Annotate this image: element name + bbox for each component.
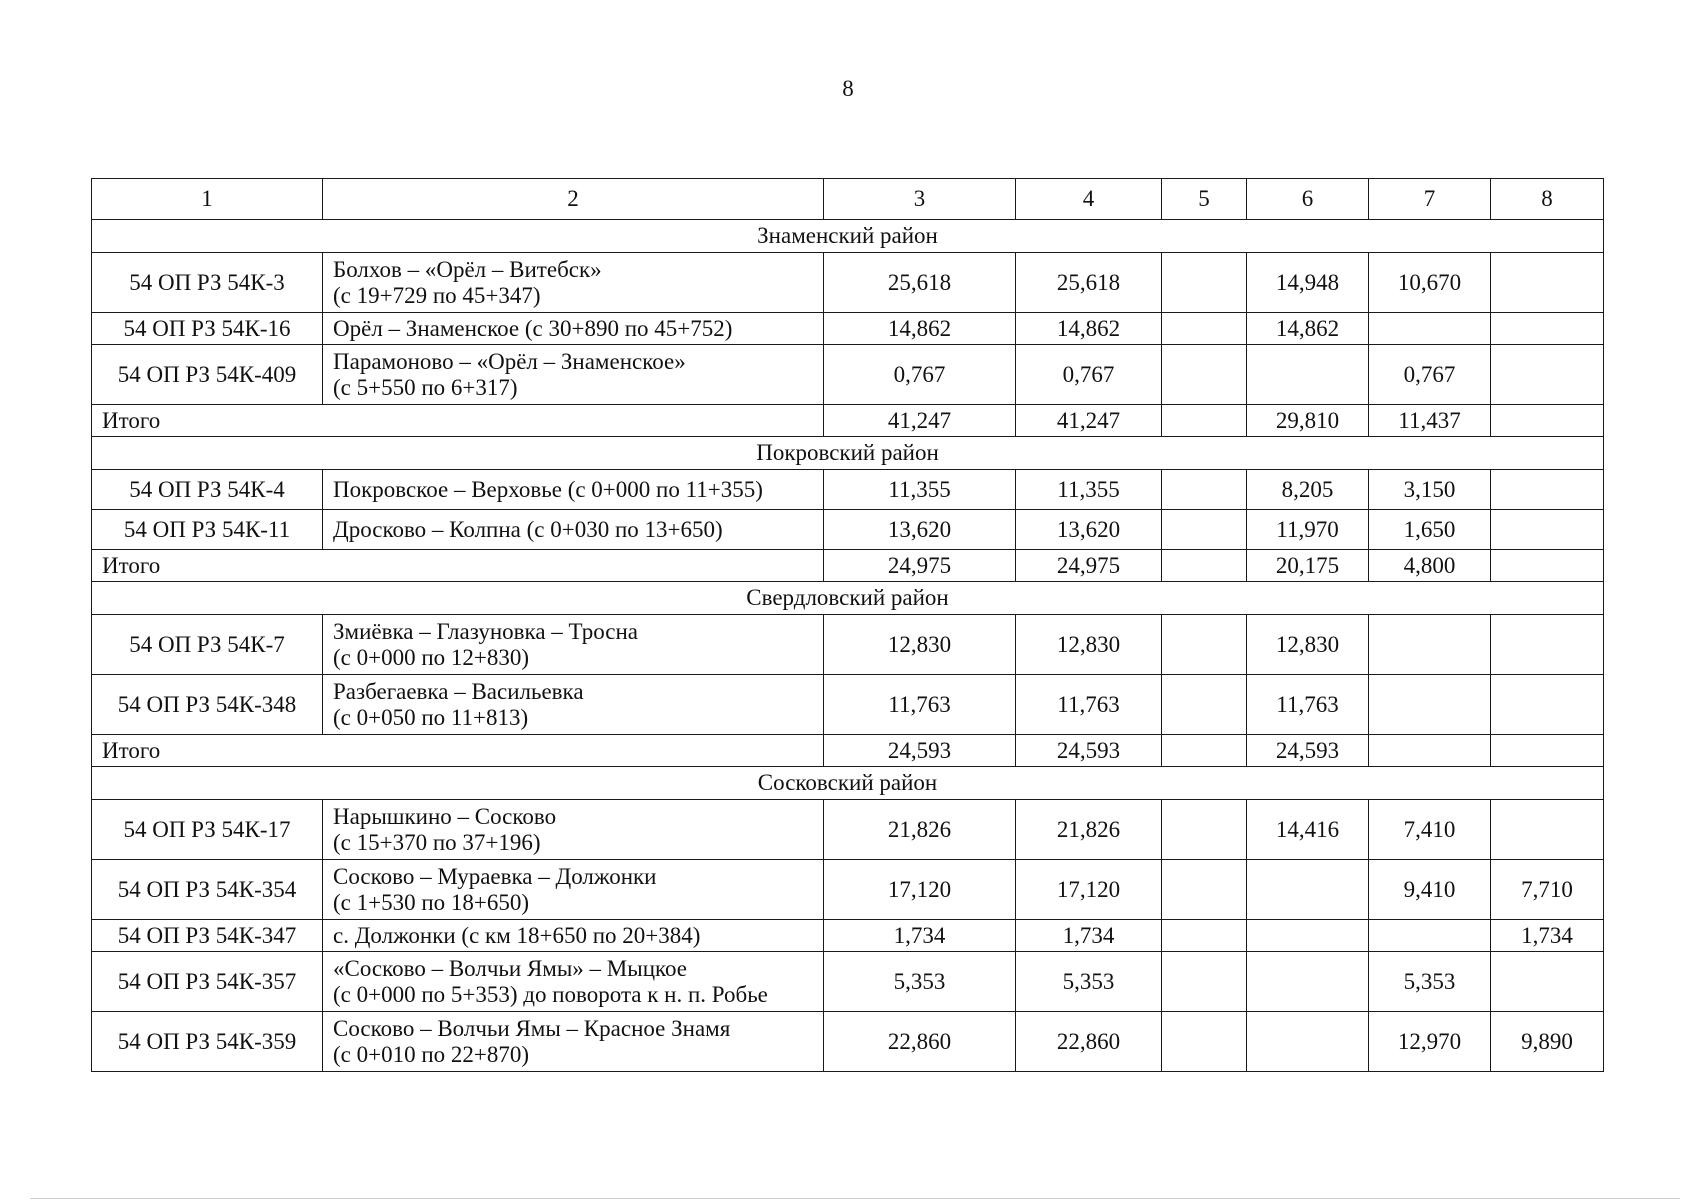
road-section-line: (с 0+050 по 11+813) <box>333 704 529 730</box>
total-row <box>92 550 1604 582</box>
value-cell: 11,970 <box>1247 510 1369 550</box>
value-cell: 5,353 <box>824 952 1016 1012</box>
total-value-cell: 24,975 <box>824 550 1016 582</box>
value-cell: 12,970 <box>1369 1012 1491 1072</box>
total-value-cell: 24,593 <box>1016 735 1162 767</box>
road-name-line: Парамоново – «Орёл – Знаменское» <box>333 348 686 374</box>
value-cell <box>1369 920 1491 952</box>
value-cell: 14,862 <box>1247 313 1369 345</box>
total-value-cell: 24,593 <box>1247 735 1369 767</box>
road-code-cell: 54 ОП РЗ 54К-17 <box>92 800 323 860</box>
value-cell <box>1491 675 1604 735</box>
value-cell <box>1162 1012 1247 1072</box>
road-name-line: Дросково – Колпна (с 0+030 по 13+650) <box>333 516 723 542</box>
value-cell: 22,860 <box>824 1012 1016 1072</box>
table-row <box>92 860 1604 920</box>
value-cell: 9,410 <box>1369 860 1491 920</box>
road-section-line: (с 0+010 по 22+870) <box>333 1041 530 1067</box>
value-cell <box>1162 615 1247 675</box>
road-code-cell: 54 ОП РЗ 54К-3 <box>92 253 323 313</box>
value-cell <box>1491 952 1604 1012</box>
value-cell: 25,618 <box>1016 253 1162 313</box>
value-cell <box>1369 313 1491 345</box>
value-cell: 11,355 <box>824 470 1016 510</box>
table-row <box>92 800 1604 860</box>
district-heading: Знаменский район <box>92 220 1604 253</box>
road-name-cell <box>323 952 824 1012</box>
value-cell <box>1162 253 1247 313</box>
road-name-cell <box>323 800 824 860</box>
district-row <box>92 767 1604 800</box>
road-code-cell: 54 ОП РЗ 54К-359 <box>92 1012 323 1072</box>
roads-table <box>91 178 1604 1072</box>
value-cell: 7,710 <box>1491 860 1604 920</box>
column-header: 2 <box>323 179 824 220</box>
value-cell: 14,416 <box>1247 800 1369 860</box>
value-cell: 10,670 <box>1369 253 1491 313</box>
road-code-cell: 54 ОП РЗ 54К-409 <box>92 345 323 405</box>
road-code-cell: 54 ОП РЗ 54К-354 <box>92 860 323 920</box>
value-cell: 17,120 <box>1016 860 1162 920</box>
road-code-cell: 54 ОП РЗ 54К-347 <box>92 920 323 952</box>
road-name-cell <box>323 675 824 735</box>
road-name-cell <box>323 510 824 550</box>
value-cell: 11,355 <box>1016 470 1162 510</box>
road-name-line: Сосково – Волчьи Ямы – Красное Знамя <box>333 1015 731 1041</box>
value-cell: 14,948 <box>1247 253 1369 313</box>
district-row <box>92 220 1604 253</box>
value-cell: 11,763 <box>1247 675 1369 735</box>
value-cell: 1,650 <box>1369 510 1491 550</box>
value-cell <box>1162 952 1247 1012</box>
road-name-cell <box>323 920 824 952</box>
column-header: 5 <box>1162 179 1247 220</box>
value-cell: 13,620 <box>1016 510 1162 550</box>
value-cell <box>1162 313 1247 345</box>
total-label: Итого <box>92 405 824 437</box>
total-row <box>92 405 1604 437</box>
value-cell: 0,767 <box>1016 345 1162 405</box>
value-cell: 1,734 <box>1491 920 1604 952</box>
total-value-cell: 41,247 <box>824 405 1016 437</box>
column-header: 6 <box>1247 179 1369 220</box>
value-cell: 0,767 <box>824 345 1016 405</box>
total-value-cell <box>1162 735 1247 767</box>
road-code-cell: 54 ОП РЗ 54К-11 <box>92 510 323 550</box>
value-cell <box>1491 313 1604 345</box>
value-cell <box>1491 510 1604 550</box>
road-name-cell <box>323 345 824 405</box>
road-code-cell: 54 ОП РЗ 54К-348 <box>92 675 323 735</box>
district-heading: Свердловский район <box>92 582 1604 615</box>
road-name-line: Змиёвка – Глазуновка – Тросна <box>333 618 639 644</box>
value-cell <box>1491 253 1604 313</box>
road-name-line: Орёл – Знаменское (с 30+890 по 45+752) <box>333 315 733 341</box>
district-heading: Покровский район <box>92 437 1604 470</box>
total-value-cell <box>1491 735 1604 767</box>
value-cell: 21,826 <box>824 800 1016 860</box>
district-heading: Сосковский район <box>92 767 1604 800</box>
bottom-rule <box>30 1198 1680 1199</box>
value-cell: 5,353 <box>1016 952 1162 1012</box>
value-cell <box>1162 510 1247 550</box>
road-code-cell: 54 ОП РЗ 54К-357 <box>92 952 323 1012</box>
value-cell: 5,353 <box>1369 952 1491 1012</box>
total-value-cell: 29,810 <box>1247 405 1369 437</box>
road-name-line: Болхов – «Орёл – Витебск» <box>333 256 602 282</box>
table-row <box>92 615 1604 675</box>
value-cell: 9,890 <box>1491 1012 1604 1072</box>
total-value-cell: 24,593 <box>824 735 1016 767</box>
table-row <box>92 510 1604 550</box>
road-name-cell <box>323 860 824 920</box>
road-section-line: (с 15+370 по 37+196) <box>333 829 541 855</box>
value-cell <box>1247 952 1369 1012</box>
value-cell: 14,862 <box>1016 313 1162 345</box>
value-cell: 12,830 <box>1247 615 1369 675</box>
road-code-cell: 54 ОП РЗ 54К-16 <box>92 313 323 345</box>
road-name-line: Нарышкино – Сосково <box>333 803 557 829</box>
table-row <box>92 952 1604 1012</box>
value-cell <box>1162 920 1247 952</box>
road-name-cell <box>323 313 824 345</box>
value-cell <box>1247 1012 1369 1072</box>
table-row <box>92 1012 1604 1072</box>
value-cell: 25,618 <box>824 253 1016 313</box>
road-name-line: «Сосково – Волчьи Ямы» – Мыцкое <box>333 955 688 981</box>
road-name-line: с. Должонки (с км 18+650 по 20+384) <box>333 922 701 948</box>
road-section-line: (с 5+550 по 6+317) <box>333 374 518 400</box>
page-number: 8 <box>842 76 854 101</box>
table-row <box>92 675 1604 735</box>
column-header: 8 <box>1491 179 1604 220</box>
header-row <box>92 179 1604 220</box>
road-name-cell <box>323 253 824 313</box>
road-name-cell <box>323 470 824 510</box>
table-row <box>92 345 1604 405</box>
road-name-line: Разбегаевка – Васильевка <box>333 678 584 704</box>
total-value-cell <box>1162 405 1247 437</box>
value-cell <box>1247 345 1369 405</box>
value-cell <box>1162 345 1247 405</box>
value-cell <box>1369 615 1491 675</box>
value-cell <box>1162 860 1247 920</box>
value-cell <box>1491 470 1604 510</box>
table-row <box>92 253 1604 313</box>
value-cell <box>1162 800 1247 860</box>
value-cell: 1,734 <box>824 920 1016 952</box>
value-cell <box>1491 615 1604 675</box>
total-value-cell: 24,975 <box>1016 550 1162 582</box>
value-cell: 14,862 <box>824 313 1016 345</box>
value-cell <box>1247 860 1369 920</box>
table-row <box>92 470 1604 510</box>
total-value-cell <box>1491 550 1604 582</box>
total-value-cell: 20,175 <box>1247 550 1369 582</box>
value-cell <box>1247 920 1369 952</box>
total-value-cell <box>1369 735 1491 767</box>
value-cell: 11,763 <box>1016 675 1162 735</box>
column-header: 7 <box>1369 179 1491 220</box>
road-section-line: (с 1+530 по 18+650) <box>333 889 530 915</box>
road-name-line: Покровское – Верховье (с 0+000 по 11+355) <box>333 476 763 502</box>
value-cell: 0,767 <box>1369 345 1491 405</box>
column-header: 4 <box>1016 179 1162 220</box>
column-header: 1 <box>92 179 323 220</box>
total-value-cell <box>1162 550 1247 582</box>
district-row <box>92 437 1604 470</box>
column-header: 3 <box>824 179 1016 220</box>
total-value-cell: 11,437 <box>1369 405 1491 437</box>
road-name-cell <box>323 1012 824 1072</box>
value-cell <box>1491 345 1604 405</box>
total-row <box>92 735 1604 767</box>
value-cell: 8,205 <box>1247 470 1369 510</box>
road-section-line: (с 0+000 по 12+830) <box>333 644 530 670</box>
road-code-cell: 54 ОП РЗ 54К-4 <box>92 470 323 510</box>
total-label: Итого <box>92 550 824 582</box>
value-cell: 1,734 <box>1016 920 1162 952</box>
road-section-line: (с 19+729 по 45+347) <box>333 282 541 308</box>
table-row <box>92 920 1604 952</box>
value-cell: 7,410 <box>1369 800 1491 860</box>
value-cell <box>1162 675 1247 735</box>
value-cell: 13,620 <box>824 510 1016 550</box>
value-cell <box>1491 800 1604 860</box>
total-label: Итого <box>92 735 824 767</box>
value-cell <box>1162 470 1247 510</box>
district-row <box>92 582 1604 615</box>
value-cell: 12,830 <box>824 615 1016 675</box>
value-cell: 12,830 <box>1016 615 1162 675</box>
road-name-line: Сосково – Мураевка – Должонки <box>333 863 657 889</box>
road-section-line: (с 0+000 по 5+353) до поворота к н. п. Робье <box>333 981 768 1007</box>
value-cell: 22,860 <box>1016 1012 1162 1072</box>
value-cell: 17,120 <box>824 860 1016 920</box>
road-name-cell <box>323 615 824 675</box>
table-row <box>92 313 1604 345</box>
total-value-cell <box>1491 405 1604 437</box>
value-cell: 21,826 <box>1016 800 1162 860</box>
value-cell: 11,763 <box>824 675 1016 735</box>
total-value-cell: 4,800 <box>1369 550 1491 582</box>
total-value-cell: 41,247 <box>1016 405 1162 437</box>
road-code-cell: 54 ОП РЗ 54К-7 <box>92 615 323 675</box>
value-cell <box>1369 675 1491 735</box>
value-cell: 3,150 <box>1369 470 1491 510</box>
